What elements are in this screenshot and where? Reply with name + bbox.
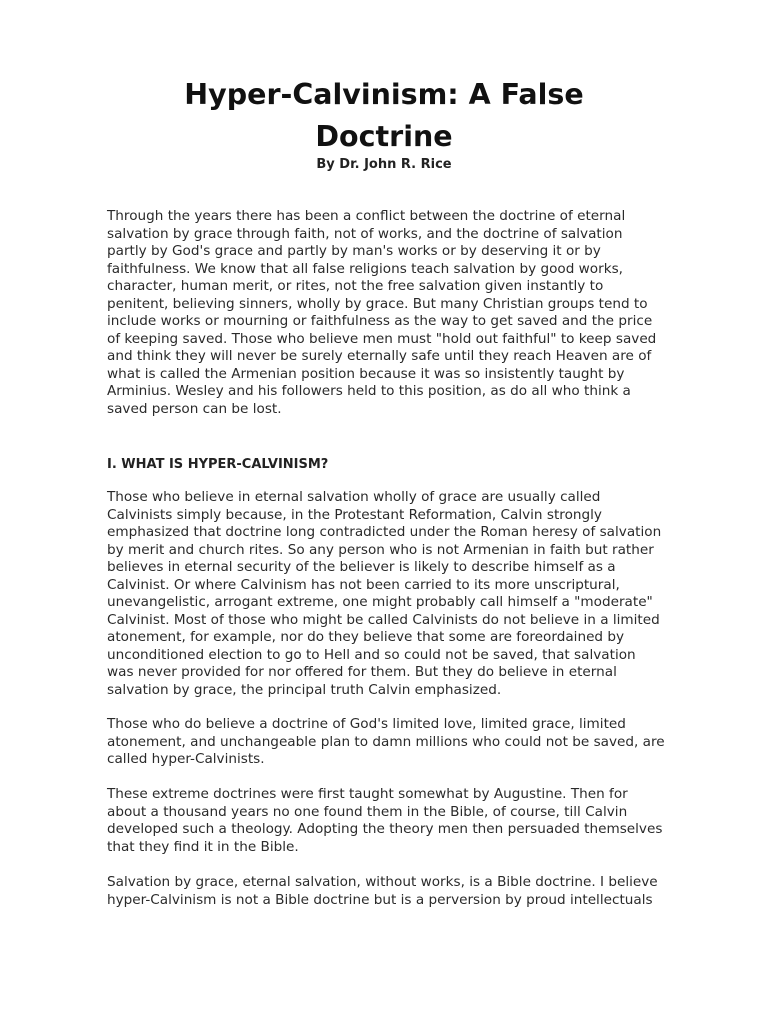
paragraph-line: unconditioned election to go to Hell and so could not be saved, that salvation [107, 646, 636, 663]
paragraph-line: These extreme doctrines were first taught somewhat by Augustine. Then for [107, 786, 628, 802]
paragraph-line: Salvation by grace, eternal salvation, without works, is a Bible doctrine. I believe [107, 874, 658, 890]
author-byline: By Dr. John R. Rice [316, 157, 452, 172]
paragraph-conclusion [107, 874, 667, 909]
paragraph-line: salvation by grace, the principal truth Calvin emphasized. [107, 681, 502, 698]
paragraph-history [107, 786, 667, 856]
paragraph-line: Calvinist. Most of those who might be called Calvinists do not believe in a limited [107, 611, 660, 628]
paragraph-line: saved person can be lost. [107, 400, 282, 417]
paragraph-line: Those who believe in eternal salvation wholly of grace are usually called [107, 489, 601, 505]
paragraph-line: atonement, for example, nor do they believe that some are foreordained by [107, 629, 625, 645]
paragraph-line: hyper-Calvinism is not a Bible doctrine but is a perversion by proud intellectuals [107, 891, 653, 908]
paragraph-line: include works or mourning or faithfulness as the way to get saved and the price [107, 313, 653, 329]
paragraph-line: character, human merit, or rites, not the free salvation given instantly to [107, 278, 604, 294]
paragraph-line: Through the years there has been a conflict between the doctrine of eternal [107, 208, 626, 224]
paragraph-line: called hyper-Calvinists. [107, 751, 265, 767]
paragraph-line: about a thousand years no one found them in the Bible, of course, till Calvin [107, 803, 628, 820]
paragraph-line: and think they will never be surely eternally safe until they reach Heaven are of [107, 348, 652, 364]
title-line-2: Doctrine [315, 120, 453, 153]
paragraph-line: by merit and church rites. So any person who is not Armenian in faith but rather [107, 541, 654, 558]
paragraph-line: atonement, and unchangeable plan to damn millions who could not be saved, are [107, 733, 665, 750]
paragraph-line: Those who do believe a doctrine of God's limited love, limited grace, limited [107, 716, 626, 732]
paragraph-line: was never provided for nor offered for them. But they do believe in eternal [107, 664, 617, 680]
paragraph-line: unevangelistic, arrogant extreme, one might probably call himself a "moderate" [107, 594, 653, 610]
section-heading: I. WHAT IS HYPER-CALVINISM? [107, 457, 329, 472]
title-line-1: Hyper-Calvinism: A False [184, 78, 584, 111]
paragraph-what-is [107, 489, 667, 699]
paragraph-line: Calvinist. Or where Calvinism has not been carried to its more unscriptural, [107, 576, 620, 593]
paragraph-line: penitent, believing sinners, wholly by grace. But many Christian groups tend to [107, 295, 648, 312]
paragraph-intro [107, 208, 667, 418]
paragraph-line: what is called the Armenian position because it was so insistently taught by [107, 365, 625, 382]
paragraph-line: believes in eternal security of the believer is likely to describe himself as a [107, 559, 616, 575]
paragraph-line: developed such a theology. Adopting the theory men then persuaded themselves [107, 821, 663, 837]
paragraph-line: Arminius. Wesley and his followers held to this position, as do all who think a [107, 383, 631, 399]
paragraph-line: that they find it in the Bible. [107, 838, 299, 855]
paragraph-definition [107, 716, 667, 769]
paragraph-line: faithfulness. We know that all false religions teach salvation by good works, [107, 260, 623, 277]
paragraph-line: emphasized that doctrine long contradicted under the Roman heresy of salvation [107, 524, 662, 540]
paragraph-line: Calvinists simply because, in the Protestant Reformation, Calvin strongly [107, 506, 602, 523]
paragraph-line: of keeping saved. Those who believe men must "hold out faithful" to keep saved [107, 330, 657, 347]
paragraph-line: salvation by grace through faith, not of works, and the doctrine of salvation [107, 225, 623, 242]
document-title [0, 74, 768, 158]
paragraph-line: partly by God's grace and partly by man's works or by deserving it or by [107, 243, 601, 259]
